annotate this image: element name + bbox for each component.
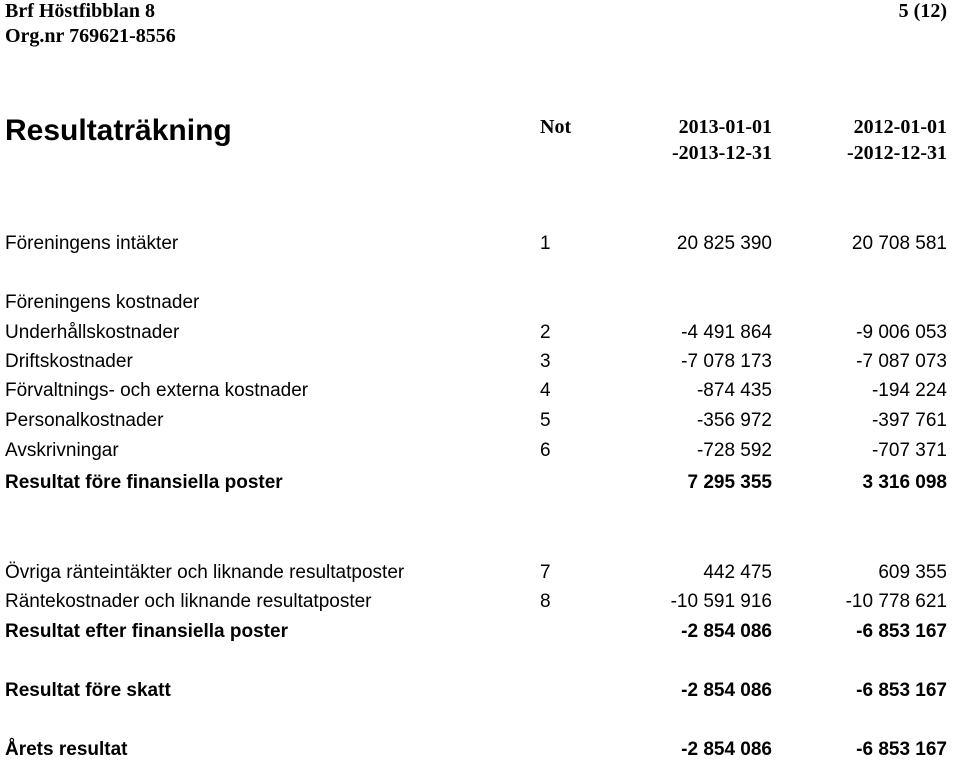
row-label: Personalkostnader (5, 410, 164, 431)
table-row (0, 351, 960, 381)
table-row (0, 380, 960, 410)
table-row (0, 591, 960, 621)
table-row (0, 562, 960, 592)
row-label: Resultat före skatt (5, 680, 171, 701)
row-note: 7 (540, 562, 551, 583)
row-value-previous: -6 853 167 (856, 621, 947, 642)
row-value-current: -7 078 173 (681, 351, 772, 372)
column-header-current-end: -2013-12-31 (672, 142, 772, 164)
table-row (0, 410, 960, 440)
row-value-current: -356 972 (696, 410, 772, 431)
column-header-note: Not (540, 116, 572, 138)
row-label: Förvaltnings- och externa kostnader (5, 380, 309, 401)
row-value-previous: -6 853 167 (856, 680, 947, 701)
row-value-current: -10 591 916 (670, 591, 772, 612)
row-note: 2 (540, 322, 551, 343)
row-note: 8 (540, 591, 551, 612)
row-value-previous: -10 778 621 (845, 591, 947, 612)
association-name: Brf Höstfibblan 8 (5, 0, 156, 22)
row-value-current: -2 854 086 (681, 680, 772, 701)
row-label: Räntekostnader och liknande resultatposter (5, 591, 372, 612)
row-label: Resultat före finansiella poster (5, 472, 283, 493)
row-label: Avskrivningar (5, 440, 119, 461)
row-note: 5 (540, 410, 551, 431)
table-row (0, 292, 960, 322)
report-title: Resultaträkning (5, 114, 232, 147)
row-value-previous: -6 853 167 (856, 739, 947, 760)
row-value-previous: -707 371 (871, 440, 947, 461)
column-header-previous-end: -2012-12-31 (847, 142, 947, 164)
row-note: 3 (540, 351, 551, 372)
table-row (0, 739, 960, 769)
row-label: Föreningens kostnader (5, 292, 200, 313)
table-row (0, 680, 960, 710)
row-value-current: 442 475 (703, 562, 772, 583)
row-value-previous: 20 708 581 (851, 233, 947, 254)
row-value-current: -2 854 086 (681, 621, 772, 642)
table-row (0, 233, 960, 263)
column-header-previous-start: 2012-01-01 (853, 116, 947, 138)
row-note: 4 (540, 380, 551, 401)
row-label: Övriga ränteintäkter och liknande resultatposter (5, 562, 405, 583)
row-value-previous: 609 355 (878, 562, 947, 583)
row-value-current: 20 825 390 (676, 233, 772, 254)
row-value-previous: -397 761 (871, 410, 947, 431)
row-label: Årets resultat (5, 739, 128, 760)
row-note: 1 (540, 233, 551, 254)
org-number: Org.nr 769621-8556 (5, 25, 176, 47)
table-row (0, 440, 960, 470)
row-label: Resultat efter finansiella poster (5, 621, 288, 642)
row-label: Driftskostnader (5, 351, 133, 372)
row-label: Föreningens intäkter (5, 233, 179, 254)
row-value-current: -2 854 086 (681, 739, 772, 760)
row-value-previous: -7 087 073 (856, 351, 947, 372)
row-value-current: -4 491 864 (681, 322, 772, 343)
row-value-current: -728 592 (696, 440, 772, 461)
table-row (0, 322, 960, 352)
column-header-current-start: 2013-01-01 (678, 116, 772, 138)
table-row (0, 621, 960, 651)
row-value-current: 7 295 355 (687, 472, 772, 493)
row-label: Underhållskostnader (5, 322, 180, 343)
row-value-previous: 3 316 098 (862, 472, 947, 493)
table-row (0, 472, 960, 502)
row-value-previous: -194 224 (871, 380, 947, 401)
row-value-current: -874 435 (696, 380, 772, 401)
page-number: 5 (12) (898, 0, 947, 22)
row-value-previous: -9 006 053 (856, 322, 947, 343)
row-note: 6 (540, 440, 551, 461)
